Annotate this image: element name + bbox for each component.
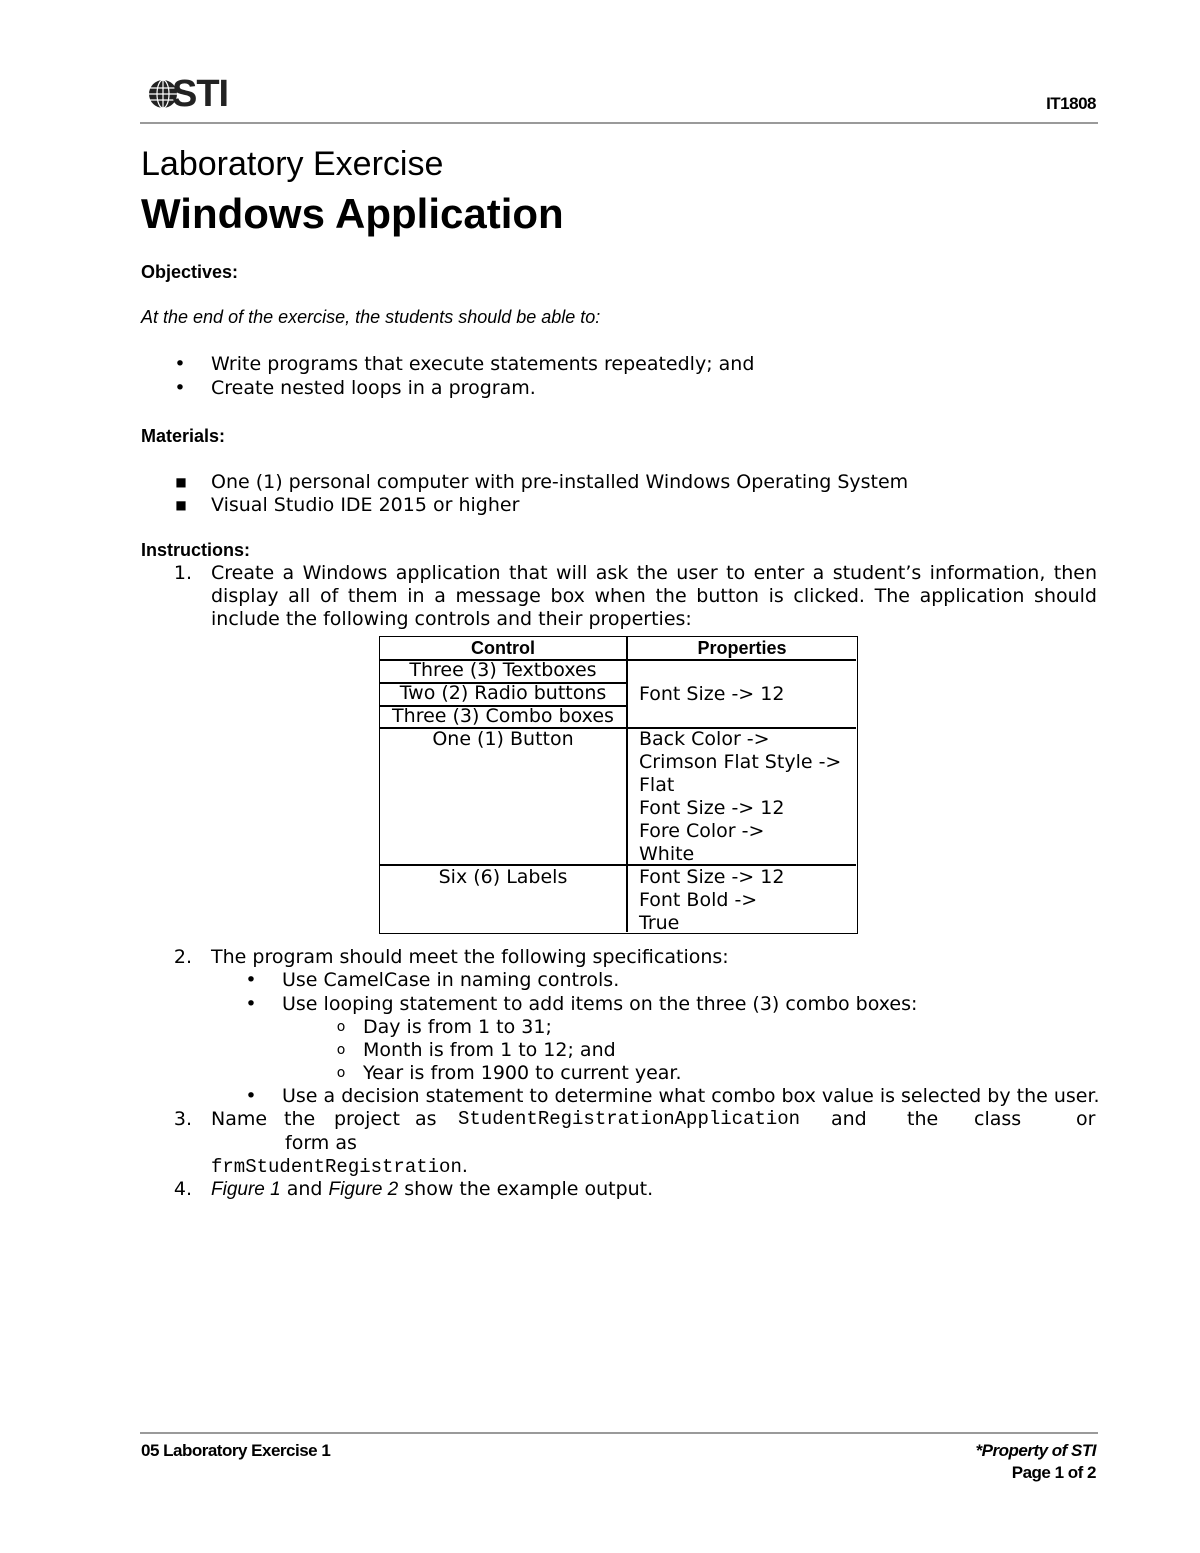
page-number: Page 1 of 2 <box>1011 1463 1096 1482</box>
figure-1-ref: Figure 1 <box>211 1179 281 1200</box>
table-cell-control: Six (6) Labels <box>438 866 568 888</box>
step-number: 2. <box>173 946 192 968</box>
project-name: StudentRegistrationApplication <box>458 1108 801 1130</box>
bullet-icon: • <box>245 969 257 991</box>
table-header-control: Control <box>471 638 535 658</box>
instructions-heading: Instructions: <box>141 540 251 560</box>
table-header-properties: Properties <box>697 638 787 658</box>
square-bullet-icon: ■ <box>175 498 187 512</box>
footer-divider <box>140 1432 1098 1434</box>
bullet-icon: • <box>174 353 186 375</box>
bullet-icon: • <box>174 377 186 399</box>
table-cell-control: Three (3) Combo boxes <box>392 705 614 727</box>
title-line-2: Windows Application <box>141 190 564 237</box>
title-line-1: Laboratory Exercise <box>141 145 444 183</box>
step-number: 4. <box>173 1178 192 1200</box>
circle-bullet-icon: o <box>336 1019 346 1035</box>
footer-title: 05 Laboratory Exercise 1 <box>141 1441 331 1460</box>
table-cell-properties: Font Size -> 12 Font Bold -> True <box>639 866 785 934</box>
controls-properties-table <box>379 636 858 934</box>
table-cell-control: Two (2) Radio buttons <box>399 682 607 704</box>
square-bullet-icon: ■ <box>175 475 187 489</box>
sti-logo <box>148 74 240 114</box>
bullet-icon: • <box>245 1085 257 1107</box>
bullet-icon: • <box>245 993 257 1015</box>
materials-heading: Materials: <box>141 426 226 446</box>
table-column-divider <box>626 637 628 932</box>
form-name: frmStudentRegistration <box>211 1156 462 1178</box>
circle-bullet-icon: o <box>336 1042 346 1058</box>
footer-property: *Property of STI <box>975 1441 1096 1460</box>
objectives-heading: Objectives: <box>141 262 239 282</box>
table-cell-properties: Back Color -> Crimson Flat Style -> Flat Font Size -> 12 Fore Color -> White <box>639 728 842 865</box>
step-number: 3. <box>173 1108 192 1130</box>
header-divider <box>140 122 1098 124</box>
figure-2-ref: Figure 2 <box>328 1179 399 1200</box>
table-cell-properties: Font Size -> 12 <box>639 683 785 705</box>
table-cell-control: One (1) Button <box>432 728 574 750</box>
logo-text: STI <box>172 73 229 115</box>
circle-bullet-icon: o <box>336 1065 346 1081</box>
objectives-intro: At the end of the exercise, the students should be able to: <box>141 307 601 327</box>
step-number: 1. <box>173 562 192 584</box>
table-cell-control: Three (3) Textboxes <box>409 659 597 681</box>
course-code: IT1808 <box>1046 94 1096 113</box>
